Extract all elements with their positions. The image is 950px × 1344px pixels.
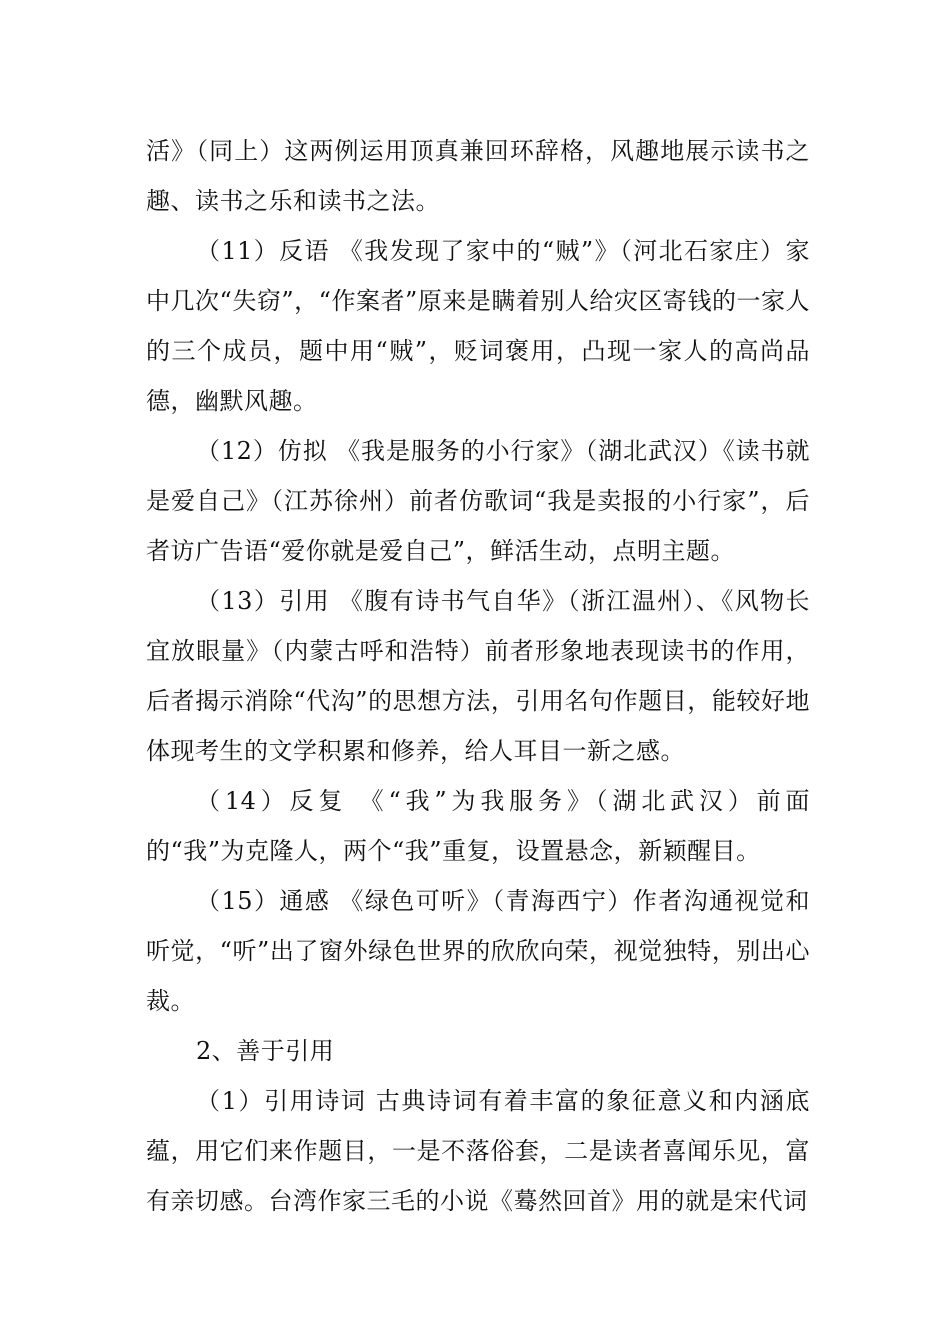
paragraph-quoting-poetry: （1）引用诗词 古典诗词有着丰富的象征意义和内涵底蕴，用它们来作题目，一是不落俗套，二是读者喜闻乐见，富有亲切感。台湾作家三毛的小说《蓦然回首》用的就是宋代词 [146, 1087, 810, 1215]
paragraph-quotation: （13）引用 《腹有诗书气自华》（浙江温州）、《风物长宜放眼量》（内蒙古呼和浩特）前者形象地表现读书的作用，后者揭示消除“代沟”的思想方法，引用名句作题目，能较好地体现考生的文学积累和修养，给人耳目一新之感。 [146, 587, 810, 765]
paragraph-parody: （12）仿拟 《我是服务的小行家》（湖北武汉）《读书就是爱自己》（江苏徐州）前者仿歌词“我是卖报的小行家”，后者访广告语“爱你就是爱自己”，鲜活生动，点明主题。 [146, 437, 810, 565]
paragraph-intro-continuation: 活》（同上）这两例运用顶真兼回环辞格，风趣地展示读书之趣、读书之乐和读书之法。 [146, 137, 810, 215]
paragraph-irony: （11）反语 《我发现了家中的“贼”》（河北石家庄）家中几次“失窃”，“作案者”原来是瞒着别人给灾区寄钱的一家人的三个成员，题中用“贼”，贬词褒用，凸现一家人的高尚品德，幽默风趣。 [146, 237, 810, 415]
paragraph-repetition: （14）反复 《“我”为我服务》（湖北武汉）前面的“我”为克隆人，两个“我”重复，设置悬念，新颖醒目。 [146, 787, 810, 865]
paragraph-synesthesia: （15）通感 《绿色可听》（青海西宁）作者沟通视觉和听觉，“听”出了窗外绿色世界的欣欣向荣，视觉独特，别出心裁。 [146, 887, 810, 1015]
section-heading: 2、善于引用 [196, 1037, 335, 1065]
document-page [146, 126, 810, 1226]
